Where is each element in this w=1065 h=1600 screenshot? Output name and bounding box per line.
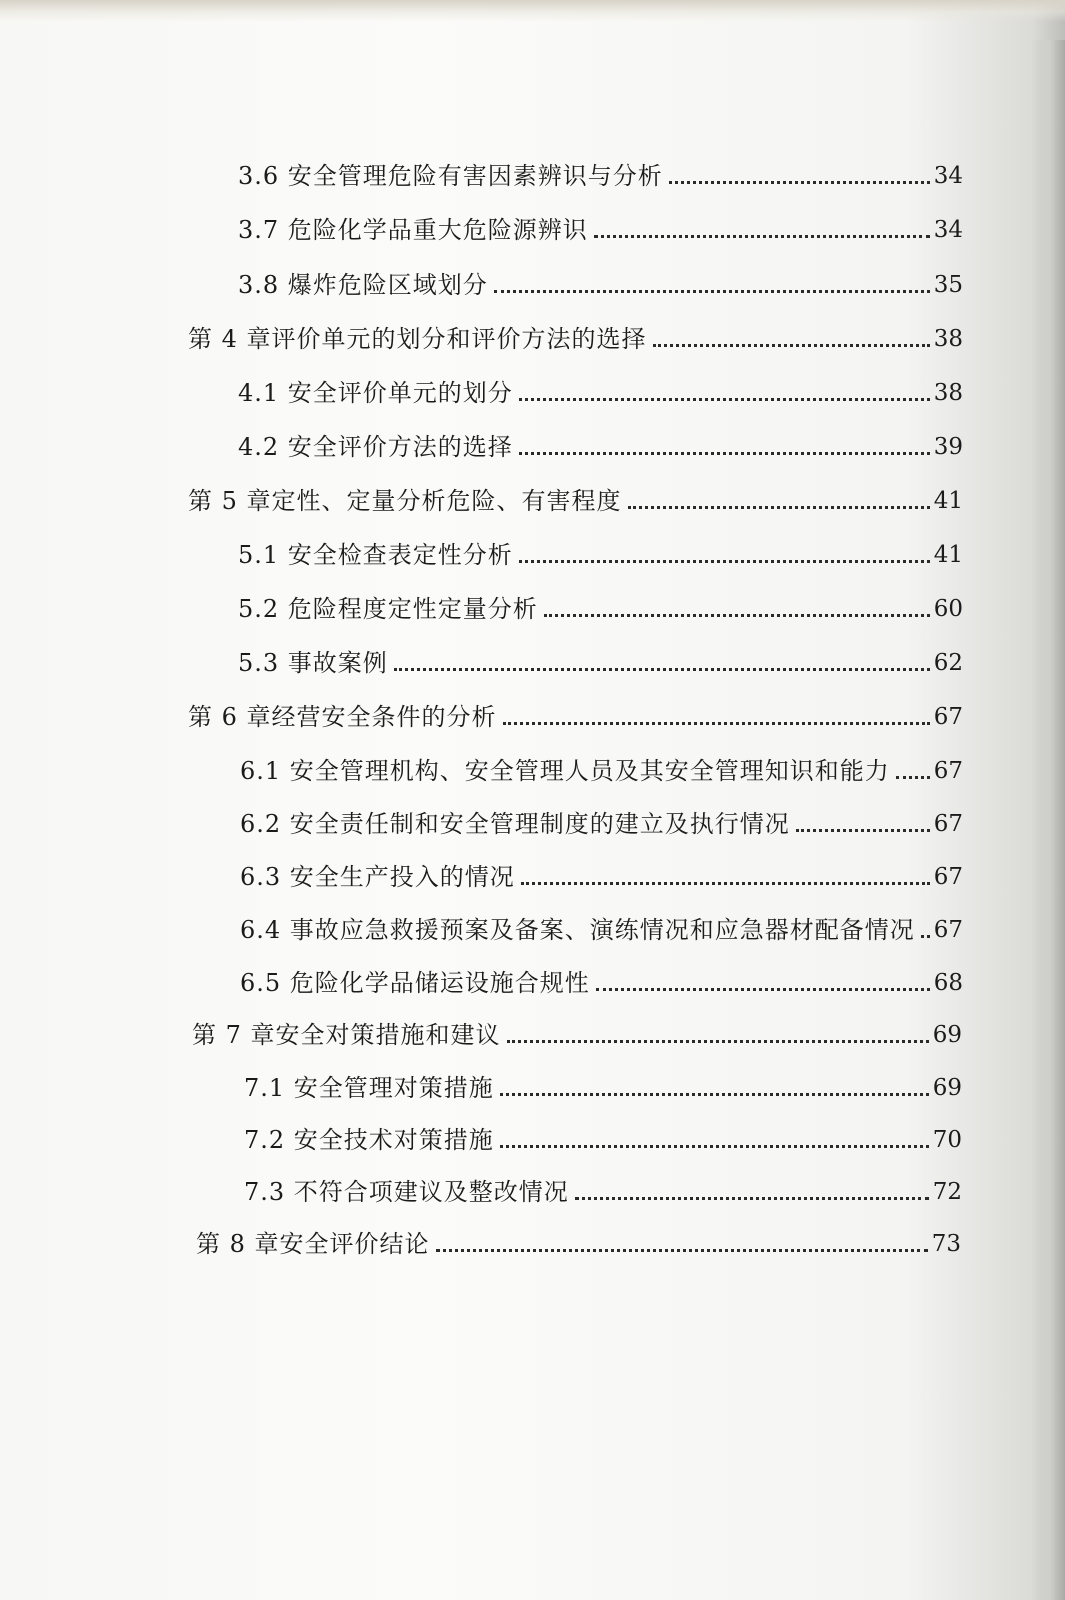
toc-entry-title: 6.2 安全责任制和安全管理制度的建立及执行情况 — [240, 810, 790, 838]
toc-entry-6-4[interactable] — [240, 906, 963, 946]
toc-page-number: 34 — [933, 217, 963, 243]
toc-dot-leader — [507, 1040, 929, 1043]
toc-chapter-6[interactable] — [188, 693, 963, 733]
toc-entry-title: 6.3 安全生产投入的情况 — [240, 863, 515, 891]
toc-dot-leader — [519, 398, 930, 401]
toc-entry-5-1[interactable] — [238, 531, 963, 571]
toc-entry-title: 4.2 安全评价方法的选择 — [238, 433, 513, 461]
toc-page-number: 68 — [933, 970, 963, 996]
toc-entry-title: 5.3 事故案例 — [238, 649, 388, 677]
toc-entry-title: 3.7 危险化学品重大危险源辨识 — [238, 216, 588, 244]
toc-entry-7-1[interactable] — [244, 1064, 962, 1104]
toc-dot-leader — [519, 560, 930, 563]
toc-dot-leader — [521, 882, 930, 885]
toc-page-number: 73 — [931, 1231, 961, 1257]
toc-page-number: 35 — [933, 272, 963, 298]
toc-page-number: 38 — [933, 326, 963, 352]
toc-entry-title: 6.4 事故应急救援预案及备案、演练情况和应急器材配备情况 — [240, 916, 915, 944]
toc-entry-title: 4.1 安全评价单元的划分 — [238, 379, 513, 407]
toc-dot-leader — [394, 668, 930, 671]
toc-entry-title: 7.2 安全技术对策措施 — [244, 1126, 494, 1154]
toc-dot-leader — [896, 776, 930, 779]
toc-entry-6-2[interactable] — [240, 800, 963, 840]
toc-page-number: 70 — [932, 1127, 962, 1153]
toc-entry-4-2[interactable] — [238, 423, 963, 463]
toc-entry-6-5[interactable] — [240, 959, 963, 999]
toc-page-number: 39 — [933, 434, 963, 460]
toc-dot-leader — [921, 935, 930, 938]
toc-page-number: 34 — [933, 163, 963, 189]
toc-entry-title: 6.1 安全管理机构、安全管理人员及其安全管理知识和能力 — [240, 757, 890, 785]
toc-page-number: 60 — [933, 596, 963, 622]
page-top-shadow — [0, 0, 1065, 22]
toc-page-number: 41 — [933, 542, 963, 568]
toc-dot-leader — [669, 181, 930, 184]
toc-page-number: 62 — [933, 650, 963, 676]
toc-chapter-5[interactable] — [188, 477, 963, 517]
toc-entry-title: 第 6 章经营安全条件的分析 — [188, 703, 497, 731]
toc-page-number: 67 — [933, 704, 963, 730]
toc-entry-title: 6.5 危险化学品储运设施合规性 — [240, 969, 590, 997]
toc-entry-7-2[interactable] — [244, 1116, 962, 1156]
toc-dot-leader — [594, 235, 930, 238]
toc-entry-6-3[interactable] — [240, 853, 963, 893]
toc-dot-leader — [500, 1145, 929, 1148]
toc-chapter-8[interactable] — [196, 1220, 961, 1260]
toc-dot-leader — [519, 452, 930, 455]
toc-entry-title: 第 8 章安全评价结论 — [196, 1230, 430, 1258]
toc-dot-leader — [544, 614, 930, 617]
toc-page-number: 72 — [932, 1179, 962, 1205]
toc-dot-leader — [796, 829, 930, 832]
toc-entry-3-6[interactable] — [238, 152, 963, 192]
toc-entry-6-1[interactable] — [240, 747, 963, 787]
toc-entry-5-2[interactable] — [238, 585, 963, 625]
toc-entry-title: 第 5 章定性、定量分析危险、有害程度 — [188, 487, 622, 515]
toc-entry-title: 第 7 章安全对策措施和建议 — [192, 1021, 501, 1049]
toc-dot-leader — [575, 1197, 929, 1200]
toc-page-number: 67 — [933, 917, 963, 943]
toc-entry-3-7[interactable] — [238, 206, 963, 246]
toc-entry-title: 5.1 安全检查表定性分析 — [238, 541, 513, 569]
toc-chapter-7[interactable] — [192, 1011, 962, 1051]
toc-entry-5-3[interactable] — [238, 639, 963, 679]
toc-entry-4-1[interactable] — [238, 369, 963, 409]
toc-page-number: 67 — [933, 758, 963, 784]
toc-chapter-4[interactable] — [188, 315, 963, 355]
toc-page-number: 67 — [933, 811, 963, 837]
toc-page-number: 67 — [933, 864, 963, 890]
toc-dot-leader — [628, 506, 930, 509]
toc-dot-leader — [500, 1093, 929, 1096]
toc-entry-title: 第 4 章评价单元的划分和评价方法的选择 — [188, 325, 647, 353]
toc-entry-title: 3.6 安全管理危险有害因素辨识与分析 — [238, 162, 663, 190]
toc-page-number: 69 — [932, 1075, 962, 1101]
toc-entry-3-8[interactable] — [238, 261, 963, 301]
toc-dot-leader — [653, 344, 930, 347]
toc-dot-leader — [596, 988, 930, 991]
toc-entry-title: 7.1 安全管理对策措施 — [244, 1074, 494, 1102]
toc-page-number: 41 — [933, 488, 963, 514]
toc-entry-title: 3.8 爆炸危险区域划分 — [238, 271, 488, 299]
toc-page-number: 69 — [932, 1022, 962, 1048]
toc-entry-7-3[interactable] — [244, 1168, 962, 1208]
toc-dot-leader — [503, 722, 930, 725]
toc-entry-title: 7.3 不符合项建议及整改情况 — [244, 1178, 569, 1206]
toc-entry-title: 5.2 危险程度定性定量分析 — [238, 595, 538, 623]
page-right-edge — [1031, 40, 1065, 1600]
toc-dot-leader — [494, 290, 930, 293]
toc-dot-leader — [436, 1249, 928, 1252]
toc-page-number: 38 — [933, 380, 963, 406]
